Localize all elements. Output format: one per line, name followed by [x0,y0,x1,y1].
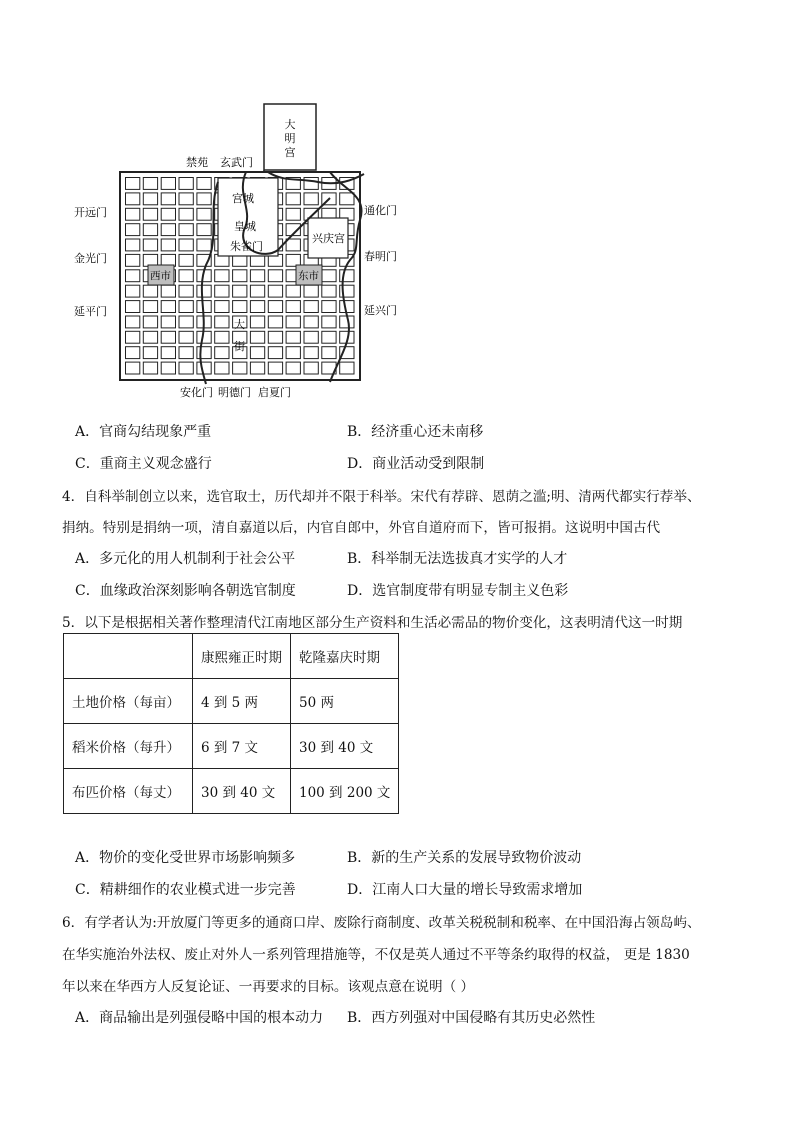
ward-block [215,316,229,328]
ward-block [268,347,282,359]
label-qixia: 启夏门 [258,386,291,399]
ward-block [143,239,157,251]
ward-block [179,362,193,374]
q6-stem-line-2: 在华实施治外法权、废止对外人一系列管理措施等，不仅是英人通过不平等条约取得的权益， 更是 1830 [62,947,690,963]
ward-block [286,193,300,205]
ward-block [286,239,300,251]
q4-stem-line-2: 捐纳。特别是捐纳一项，清自嘉道以后，内官自郎中，外官自道府而下，皆可报捐。这说明中国古代 [62,520,661,536]
ward-block [197,178,211,190]
ward-block [143,316,157,328]
ward-block [161,224,175,236]
q3-option-c: C．重商主义观念盛行 [75,456,212,472]
table-cell: 6 到 7 文 [193,724,291,769]
ward-block [179,239,193,251]
ward-block [304,347,318,359]
label-jinguang: 金光门 [74,252,107,265]
ward-block [143,301,157,313]
ward-block [126,362,140,374]
ward-block [179,254,193,266]
ward-block [286,285,300,297]
ward-block [250,362,264,374]
ward-block [197,362,211,374]
q3-option-d: D．商业活动受到限制 [347,456,485,472]
ward-block [286,347,300,359]
table-header-cell: 康熙雍正时期 [193,634,291,679]
label-daming: 大明宫 [284,118,296,159]
table-cell: 土地价格（每亩） [64,679,193,724]
table-cell: 100 到 200 文 [291,769,399,814]
table-cell: 50 两 [291,679,399,724]
q5-option-b: B．新的生产关系的发展导致物价波动 [347,850,582,866]
ward-block [304,362,318,374]
ward-block [268,316,282,328]
ward-block [126,270,140,282]
label-mingde: 明德门 [218,386,251,399]
ward-block [233,270,247,282]
ward-block [340,193,354,205]
changan-city-map [68,100,418,410]
table-header-cell [64,634,193,679]
q6-option-b: B．西方列强对中国侵略有其历史必然性 [347,1010,596,1026]
ward-block [215,331,229,343]
ward-block [143,178,157,190]
ward-block [304,193,318,205]
table-cell: 布匹价格（每丈） [64,769,193,814]
ward-block [197,285,211,297]
ward-block [268,301,282,313]
label-gongcheng: 宫城 [232,192,254,205]
label-yanxing: 延兴门 [364,304,397,317]
ward-block [161,178,175,190]
ward-block [143,347,157,359]
ward-block [304,285,318,297]
ward-block [126,178,140,190]
ward-block [322,316,336,328]
q5-option-d: D．江南人口大量的增长导致需求增加 [347,882,583,898]
q5-stem: 5．以下是根据相关著作整理清代江南地区部分生产资料和生活必需品的物价变化，这表明清代这一时期 [62,615,683,631]
ward-block [250,285,264,297]
ward-block [268,270,282,282]
ward-block [340,362,354,374]
ward-block [304,178,318,190]
ward-block [179,301,193,313]
label-xishi: 西市 [150,270,171,282]
table-row [64,724,399,769]
table-row [64,769,399,814]
ward-block [233,285,247,297]
q6-stem-line-1: 6．有学者认为:开放厦门等更多的通商口岸、废除行商制度、改革关税税制和税率、在中国沿海占领岛屿、 [62,915,701,931]
q5-option-c: C．精耕细作的农业模式进一步完善 [75,882,296,898]
ward-block [250,347,264,359]
ward-block [179,347,193,359]
ward-block [322,347,336,359]
ward-block [143,193,157,205]
label-jinyuan: 禁苑 [186,156,208,169]
ward-block [233,362,247,374]
ward-block [179,224,193,236]
ward-block [161,301,175,313]
ward-block [304,331,318,343]
ward-block [161,316,175,328]
ward-block [126,316,140,328]
q3-option-b: B．经济重心还未南移 [347,424,484,440]
ward-block [268,285,282,297]
ward-block [197,208,211,220]
ward-block [268,362,282,374]
ward-block [322,270,336,282]
ward-block [161,285,175,297]
ward-block [126,193,140,205]
ward-block [215,347,229,359]
ward-block [143,208,157,220]
q6-option-a: A．商品输出是列强侵略中国的根本动力 [75,1010,324,1026]
ward-block [215,285,229,297]
ward-block [126,347,140,359]
ward-block [304,301,318,313]
ward-block [250,316,264,328]
ward-block [179,331,193,343]
ward-block [143,224,157,236]
ward-block [179,193,193,205]
ward-block [233,301,247,313]
ward-block [250,331,264,343]
ward-block [197,347,211,359]
ward-block [322,285,336,297]
ward-block [179,285,193,297]
ward-block [179,178,193,190]
ward-block [286,208,300,220]
label-kaiyuan: 开远门 [74,206,107,219]
ward-block [250,270,264,282]
table-cell: 稻米价格（每升） [64,724,193,769]
label-street-2: 街 [234,340,245,353]
ward-block [197,224,211,236]
ward-block [215,270,229,282]
label-anhua: 安化门 [180,386,213,399]
ward-block [143,362,157,374]
ward-block [322,331,336,343]
ward-block [304,316,318,328]
ward-block [250,301,264,313]
ward-block [143,285,157,297]
label-street-1: 大 [234,318,245,331]
ward-block [126,285,140,297]
table-row [64,679,399,724]
ward-block [215,362,229,374]
ward-block [215,301,229,313]
q6-stem-line-3: 年以来在华西方人反复论证、一再要求的目标。该观点意在说明（ ） [62,979,475,995]
label-tonghua: 通化门 [364,204,397,217]
ward-block [126,331,140,343]
ward-block [197,239,211,251]
label-xuanwu: 玄武门 [220,156,253,169]
ward-block [143,331,157,343]
table-cell: 4 到 5 两 [193,679,291,724]
ward-block [161,347,175,359]
table-header-cell: 乾隆嘉庆时期 [291,634,399,679]
ward-block [161,239,175,251]
q4-option-b: B．科举制无法选拔真才实学的人才 [347,551,568,567]
table-cell: 30 到 40 文 [193,769,291,814]
ward-block [179,316,193,328]
ward-block [161,208,175,220]
ward-block [286,362,300,374]
label-huangcheng: 皇城 [234,220,256,233]
ward-block [179,270,193,282]
ward-block [286,316,300,328]
price-table [63,633,399,814]
q4-option-a: A．多元化的用人机制利于社会公平 [75,551,296,567]
ward-block [126,208,140,220]
ward-block [126,301,140,313]
q4-option-d: D．选官制度带有明显专制主义色彩 [347,583,569,599]
ward-block [126,239,140,251]
label-dongshi: 东市 [298,270,319,282]
ward-block [268,331,282,343]
label-zhuque: 朱雀门 [230,240,263,253]
q3-option-a: A．官商勾结现象严重 [75,424,212,440]
ward-block [161,362,175,374]
ward-block [197,193,211,205]
label-yanping: 延平门 [74,305,107,318]
table-header-row [64,634,399,679]
label-chunming: 春明门 [364,250,397,263]
ward-block [161,193,175,205]
ward-block [161,331,175,343]
ward-block [179,208,193,220]
ward-block [126,254,140,266]
table-cell: 30 到 40 文 [291,724,399,769]
q4-stem-line-1: 4．自科举制创立以来，选官取士，历代却并不限于科举。宋代有荐辟、恩荫之滥;明、清两代都实行荐举、 [62,489,701,505]
ward-block [126,224,140,236]
label-xingqing: 兴庆宫 [312,232,345,245]
q4-option-c: C．血缘政治深刻影响各朝选官制度 [75,583,296,599]
ward-block [322,301,336,313]
ward-block [286,301,300,313]
ward-block [286,331,300,343]
q5-option-a: A．物价的变化受世界市场影响频多 [75,850,296,866]
